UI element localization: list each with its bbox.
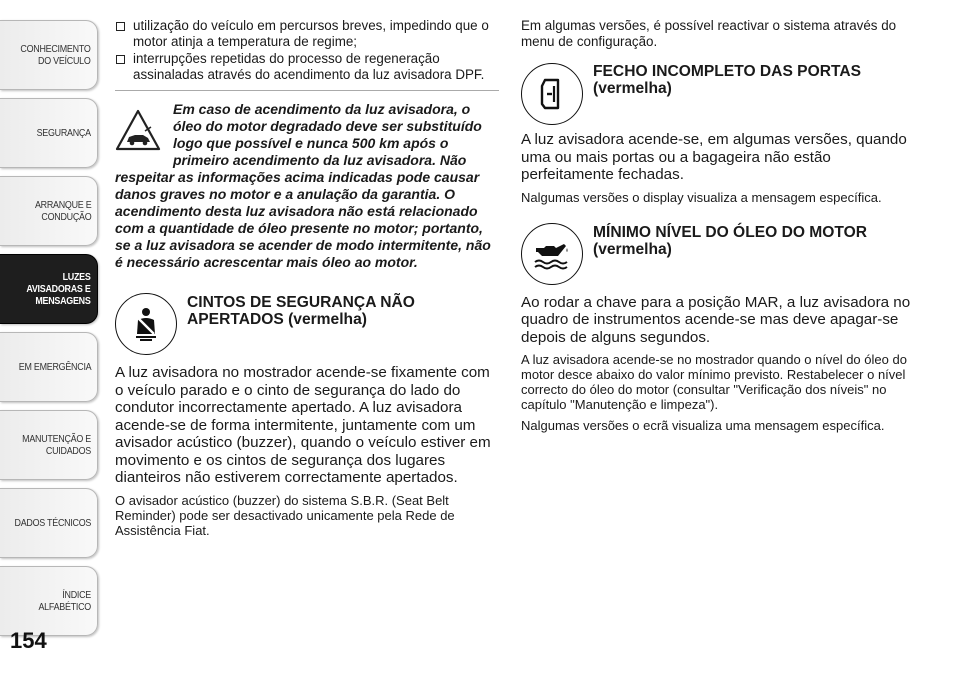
warning-block bbox=[115, 101, 499, 271]
seatbelt-heading: CINTOS DE SEGURANÇA NÃO APERTADOS (vermelha) bbox=[187, 294, 415, 328]
tab-label: MANUTENÇÃO E CUIDADOS bbox=[22, 433, 91, 457]
oil-icon-frame bbox=[521, 223, 583, 285]
intro-text: Em algumas versões, é possível reactivar o sistema através do menu de configuração. bbox=[521, 18, 897, 49]
list-item bbox=[115, 51, 499, 82]
seatbelt-section bbox=[115, 293, 499, 538]
tab-seguranca[interactable] bbox=[0, 98, 98, 168]
oil-heading: MÍNIMO NÍVEL DO ÓLEO DO MOTOR (vermelha) bbox=[593, 223, 868, 258]
list-item bbox=[115, 18, 499, 49]
tab-label: LUZES AVISADORAS E MENSAGENS bbox=[26, 271, 91, 307]
list-item-text: interrupções repetidas do processo de regeneração assinaladas através do acendimento da luz avisadora DPF. bbox=[133, 51, 485, 82]
tab-label: DADOS TÉCNICOS bbox=[14, 517, 91, 529]
car-warning-icon bbox=[115, 109, 161, 151]
doors-body: A luz avisadora acende-se, em algumas versões, quando uma ou mais portas ou a bagageira não estão perfeitamente fechadas. bbox=[521, 131, 907, 183]
warning-text: Em caso de acendimento da luz avisadora, o óleo do motor degradado deve ser substituído logo que possível e nunca 500 km após o primeiro acendimento da luz avisadora. Não respeitar as informações acima indicadas pode causar danos graves no motor e a anulação da garantia. O acendimento desta luz avisadora não está relacionado com a quantidade de óleo presente no motor; portanto, se a luz avisadora se acender de modo intermitente, não é necessário acrescentar mais óleo ao motor. bbox=[115, 101, 491, 270]
seatbelt-body: A luz avisadora no mostrador acende-se fixamente com o veículo parado e o cinto de segurança do lado do condutor incorrectamente apertado. A luz avisadora acende-se de forma intermitente, juntamente com um avisador acústico (buzzer), quando o veículo estiver em movimento e os cintos de segurança dos lugares dianteiros não estiverem correctamente apertados. bbox=[115, 364, 491, 486]
oil-note-1: A luz avisadora acende-se no mostrador quando o nível do óleo do motor desce abaixo do valor mínimo previsto. Restabelecer o nível correcto do óleo do motor (consultar "Verificação dos níveis" no capítulo "Manutenção e limpeza"). bbox=[521, 352, 907, 412]
seatbelt-icon bbox=[126, 304, 166, 344]
bullet-list bbox=[115, 18, 499, 82]
checkbox-bullet-icon bbox=[116, 22, 125, 31]
oil-body: Ao rodar a chave para a posição MAR, a luz avisadora no quadro de instrumentos acende-se mas deve apagar-se depois de alguns segundos. bbox=[521, 293, 911, 346]
left-column bbox=[115, 18, 499, 538]
tab-arranque-e-conducao[interactable] bbox=[0, 176, 98, 246]
tab-label: EM EMERGÊNCIA bbox=[18, 361, 91, 373]
divider bbox=[115, 90, 499, 91]
seatbelt-note: O avisador acústico (buzzer) do sistema S.B.R. (Seat Belt Reminder) pode ser desactivado unicamente pela Rede de Assistência Fiat. bbox=[115, 492, 455, 538]
doors-note: Nalgumas versões o display visualiza a mensagem específica. bbox=[521, 189, 882, 205]
tab-luzes-avisadoras-e-mensagens[interactable] bbox=[0, 254, 98, 324]
door-open-icon bbox=[532, 74, 572, 114]
oil-note-2: Nalgumas versões o ecrã visualiza uma mensagem específica. bbox=[521, 418, 885, 433]
tab-conhecimento-do-veiculo[interactable] bbox=[0, 20, 98, 90]
tab-label: ÍNDICE ALFABÉTICO bbox=[38, 589, 91, 613]
door-icon-frame bbox=[521, 63, 583, 125]
tab-dados-tecnicos[interactable] bbox=[0, 488, 98, 558]
tab-label: ARRANQUE E CONDUÇÃO bbox=[34, 199, 91, 223]
seatbelt-icon-frame bbox=[115, 293, 177, 355]
page-number: 154 bbox=[10, 628, 47, 653]
tab-indice-alfabetico[interactable] bbox=[0, 566, 98, 636]
oil-level-icon bbox=[530, 234, 574, 274]
tab-label: SEGURANÇA bbox=[36, 127, 91, 139]
list-item-text: utilização do veículo em percursos breves, impedindo que o motor atinja a temperatura de regime; bbox=[133, 18, 489, 49]
tab-label: CONHECIMENTO DO VEÍCULO bbox=[20, 43, 91, 67]
right-column bbox=[521, 18, 911, 433]
doors-section bbox=[521, 63, 911, 205]
tab-em-emergencia[interactable] bbox=[0, 332, 98, 402]
doors-heading: FECHO INCOMPLETO DAS PORTAS (vermelha) bbox=[593, 63, 861, 97]
tab-manutencao-e-cuidados[interactable] bbox=[0, 410, 98, 480]
checkbox-bullet-icon bbox=[116, 55, 125, 64]
oil-section bbox=[521, 223, 911, 434]
